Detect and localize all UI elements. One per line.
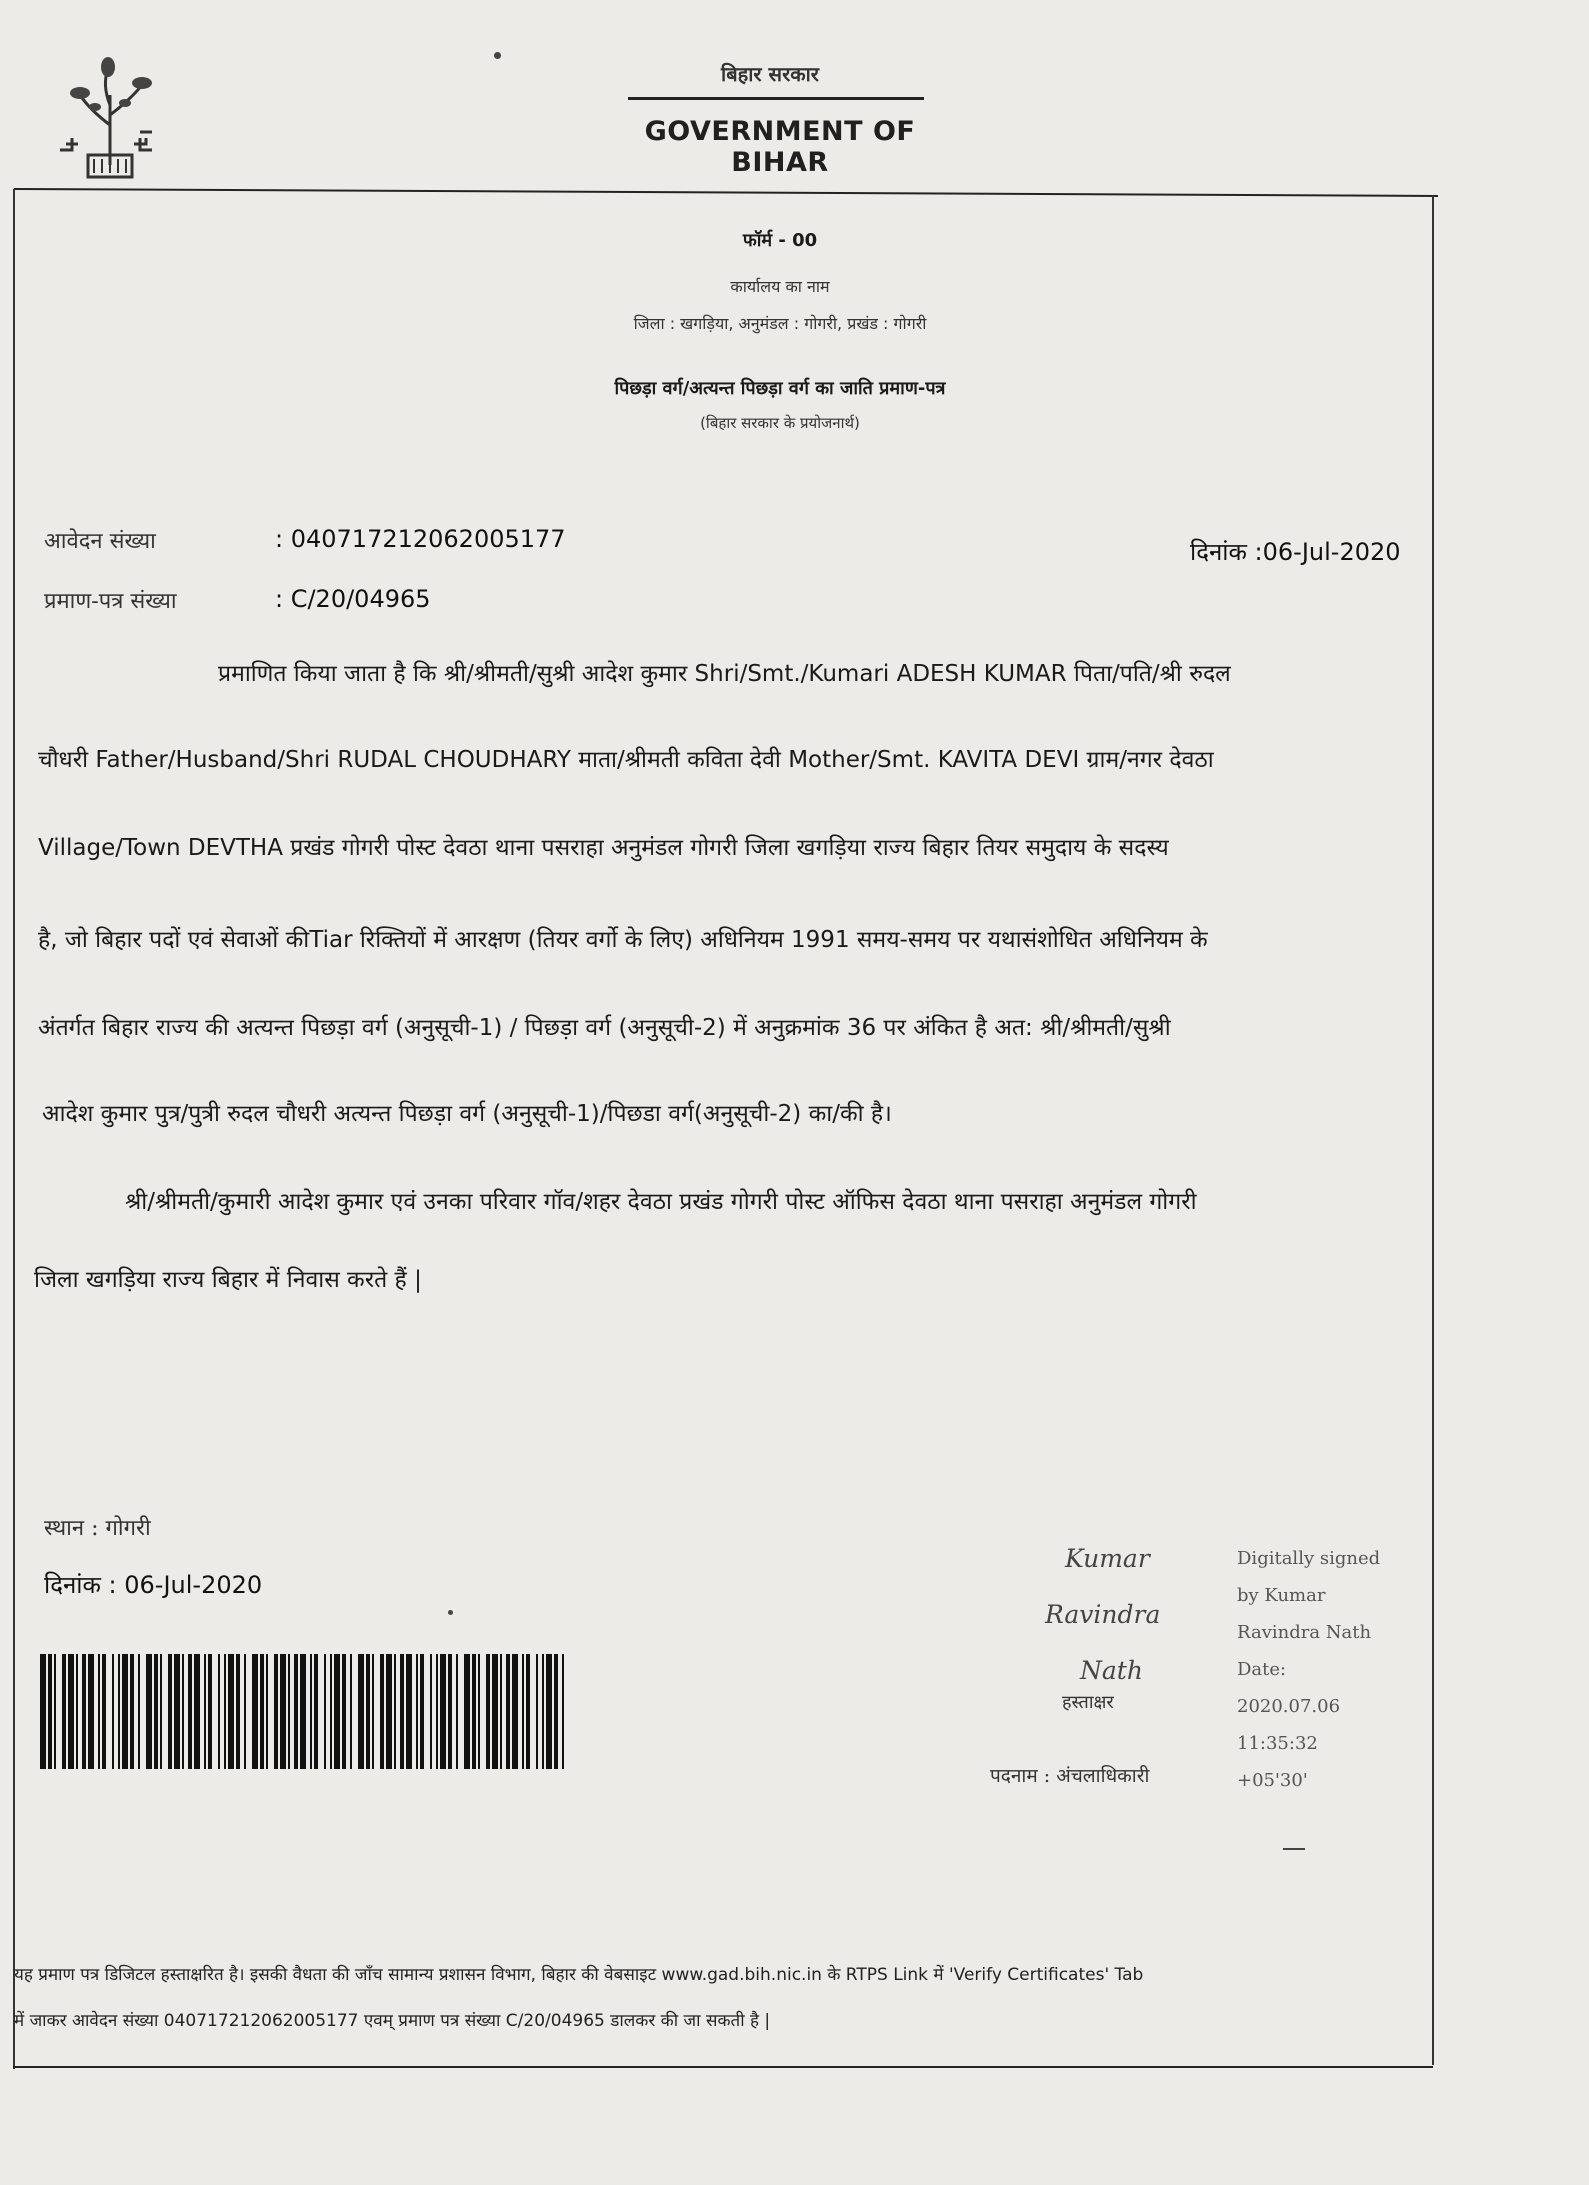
- header-english-title: GOVERNMENT OF BIHAR: [644, 116, 916, 178]
- scan-speck: [494, 52, 501, 59]
- verification-note-line-1: यह प्रमाण पत्र डिजिटल हस्ताक्षरित है। इसकी वैधता की जाँच सामान्य प्रशासन विभाग, बिहार की वेबसाइट www.gad.bih.nic.in के RTPS Link में 'Verify Certificates' Tab: [14, 1965, 1144, 1985]
- office-name: कार्यालय का नाम: [730, 277, 830, 296]
- body-line-6: आदेश कुमार पुत्र/पुत्री रुदल चौधरी अत्यन्त पिछड़ा वर्ग (अनुसूची-1)/पिछडा वर्ग(अनुसूची-2) का/की है।: [42, 1101, 892, 1127]
- frame-right-border: [1432, 195, 1434, 2065]
- certificate-subtitle: (बिहार सरकार के प्रयोजनार्थ): [700, 414, 860, 432]
- body-line-5: अंतर्गत बिहार राज्य की अत्यन्त पिछड़ा वर्ग (अनुसूची-1) / पिछड़ा वर्ग (अनुसूची-2) में अनुक्रमांक 36 पर अंकित है अत: श्री/श्रीमती/सुश्री: [38, 1015, 1171, 1041]
- form-number: फॉर्म - 00: [742, 230, 818, 251]
- digital-signature-line: Digitally signed: [1237, 1548, 1381, 1569]
- body-line-2: चौधरी Father/Husband/Shri RUDAL CHOUDHARY माता/श्रीमती कविता देवी Mother/Smt. KAVITA DEVI ग्राम/नगर देवठा: [38, 747, 1214, 773]
- application-number-label: आवेदन संख्या: [44, 529, 156, 554]
- body-line-7: श्री/श्रीमती/कुमारी आदेश कुमार एवं उनका परिवार गॉव/शहर देवठा प्रखंड गोगरी पोस्ट ऑफिस देवठा थाना पसराहा अनुमंडल गोगरी: [125, 1189, 1197, 1215]
- header-hindi-title: बिहार सरकार: [721, 62, 819, 86]
- body-line-8: जिला खगड़िया राज्य बिहार में निवास करते हैं |: [34, 1267, 422, 1293]
- bihar-emblem-logo: [50, 55, 170, 185]
- digital-signature-stamp: [1237, 1540, 1417, 1799]
- digital-signature-line: Ravindra Nath: [1237, 1622, 1372, 1643]
- application-number-value: : 040717212062005177: [275, 525, 566, 553]
- scan-speck: [448, 1610, 453, 1615]
- header-divider: [628, 97, 924, 100]
- footer-date: दिनांक : 06-Jul-2020: [44, 1571, 263, 1599]
- body-line-1: प्रमाणित किया जाता है कि श्री/श्रीमती/सुश्री आदेश कुमार Shri/Smt./Kumari ADESH KUMAR पिता/पति/श्री रुदल: [218, 661, 1231, 687]
- signature-name-line-1: Kumar: [1065, 1544, 1150, 1573]
- certificate-number-label: प्रमाण-पत्र संख्या: [44, 589, 177, 614]
- frame-left-border: [13, 189, 15, 2069]
- digital-signature-line: +05'30': [1237, 1770, 1308, 1791]
- designation: पदनाम : अंचलाधिकारी: [990, 1765, 1150, 1787]
- frame-bottom-border: [13, 2066, 1433, 2068]
- digital-signature-line: 11:35:32: [1237, 1733, 1318, 1754]
- frame-top-border: [14, 188, 1438, 197]
- digital-signature-line: Date:: [1237, 1659, 1287, 1680]
- digital-signature-line: 2020.07.06: [1237, 1696, 1341, 1717]
- issue-date: दिनांक :06-Jul-2020: [1190, 538, 1401, 566]
- body-line-3: Village/Town DEVTHA प्रखंड गोगरी पोस्ट देवठा थाना पसराहा अनुमंडल गोगरी जिला खगड़िया राज्य बिहार तियर समुदाय के सदस्य: [38, 835, 1169, 861]
- signature-name-line-2: Ravindra: [1045, 1600, 1161, 1629]
- certificate-title: पिछड़ा वर्ग/अत्यन्त पिछड़ा वर्ग का जाति प्रमाण-पत्र: [614, 378, 946, 399]
- body-line-4: है, जो बिहार पदों एवं सेवाओं कीTiar रिक्तियों में आरक्षण (तियर वर्गो के लिए) अधिनियम 1991 समय-समय पर यथासंशोधित अधिनियम के: [38, 927, 1208, 953]
- signature-name-line-3: Nath: [1080, 1656, 1143, 1685]
- place: स्थान : गोगरी: [44, 1516, 151, 1541]
- barcode: [40, 1654, 565, 1769]
- digital-signature-line: by Kumar: [1237, 1585, 1326, 1606]
- certificate-number-value: : C/20/04965: [275, 585, 431, 613]
- district-line: जिला : खगड़िया, अनुमंडल : गोगरी, प्रखंड : गोगरी: [633, 314, 927, 333]
- scan-speck: [1283, 1848, 1305, 1850]
- signature-label: हस्ताक्षर: [1062, 1692, 1114, 1713]
- verification-note-line-2: में जाकर आवेदन संख्या 040717212062005177 एवम् प्रमाण पत्र संख्या C/20/04965 डालकर की जा सकती है |: [14, 2011, 771, 2031]
